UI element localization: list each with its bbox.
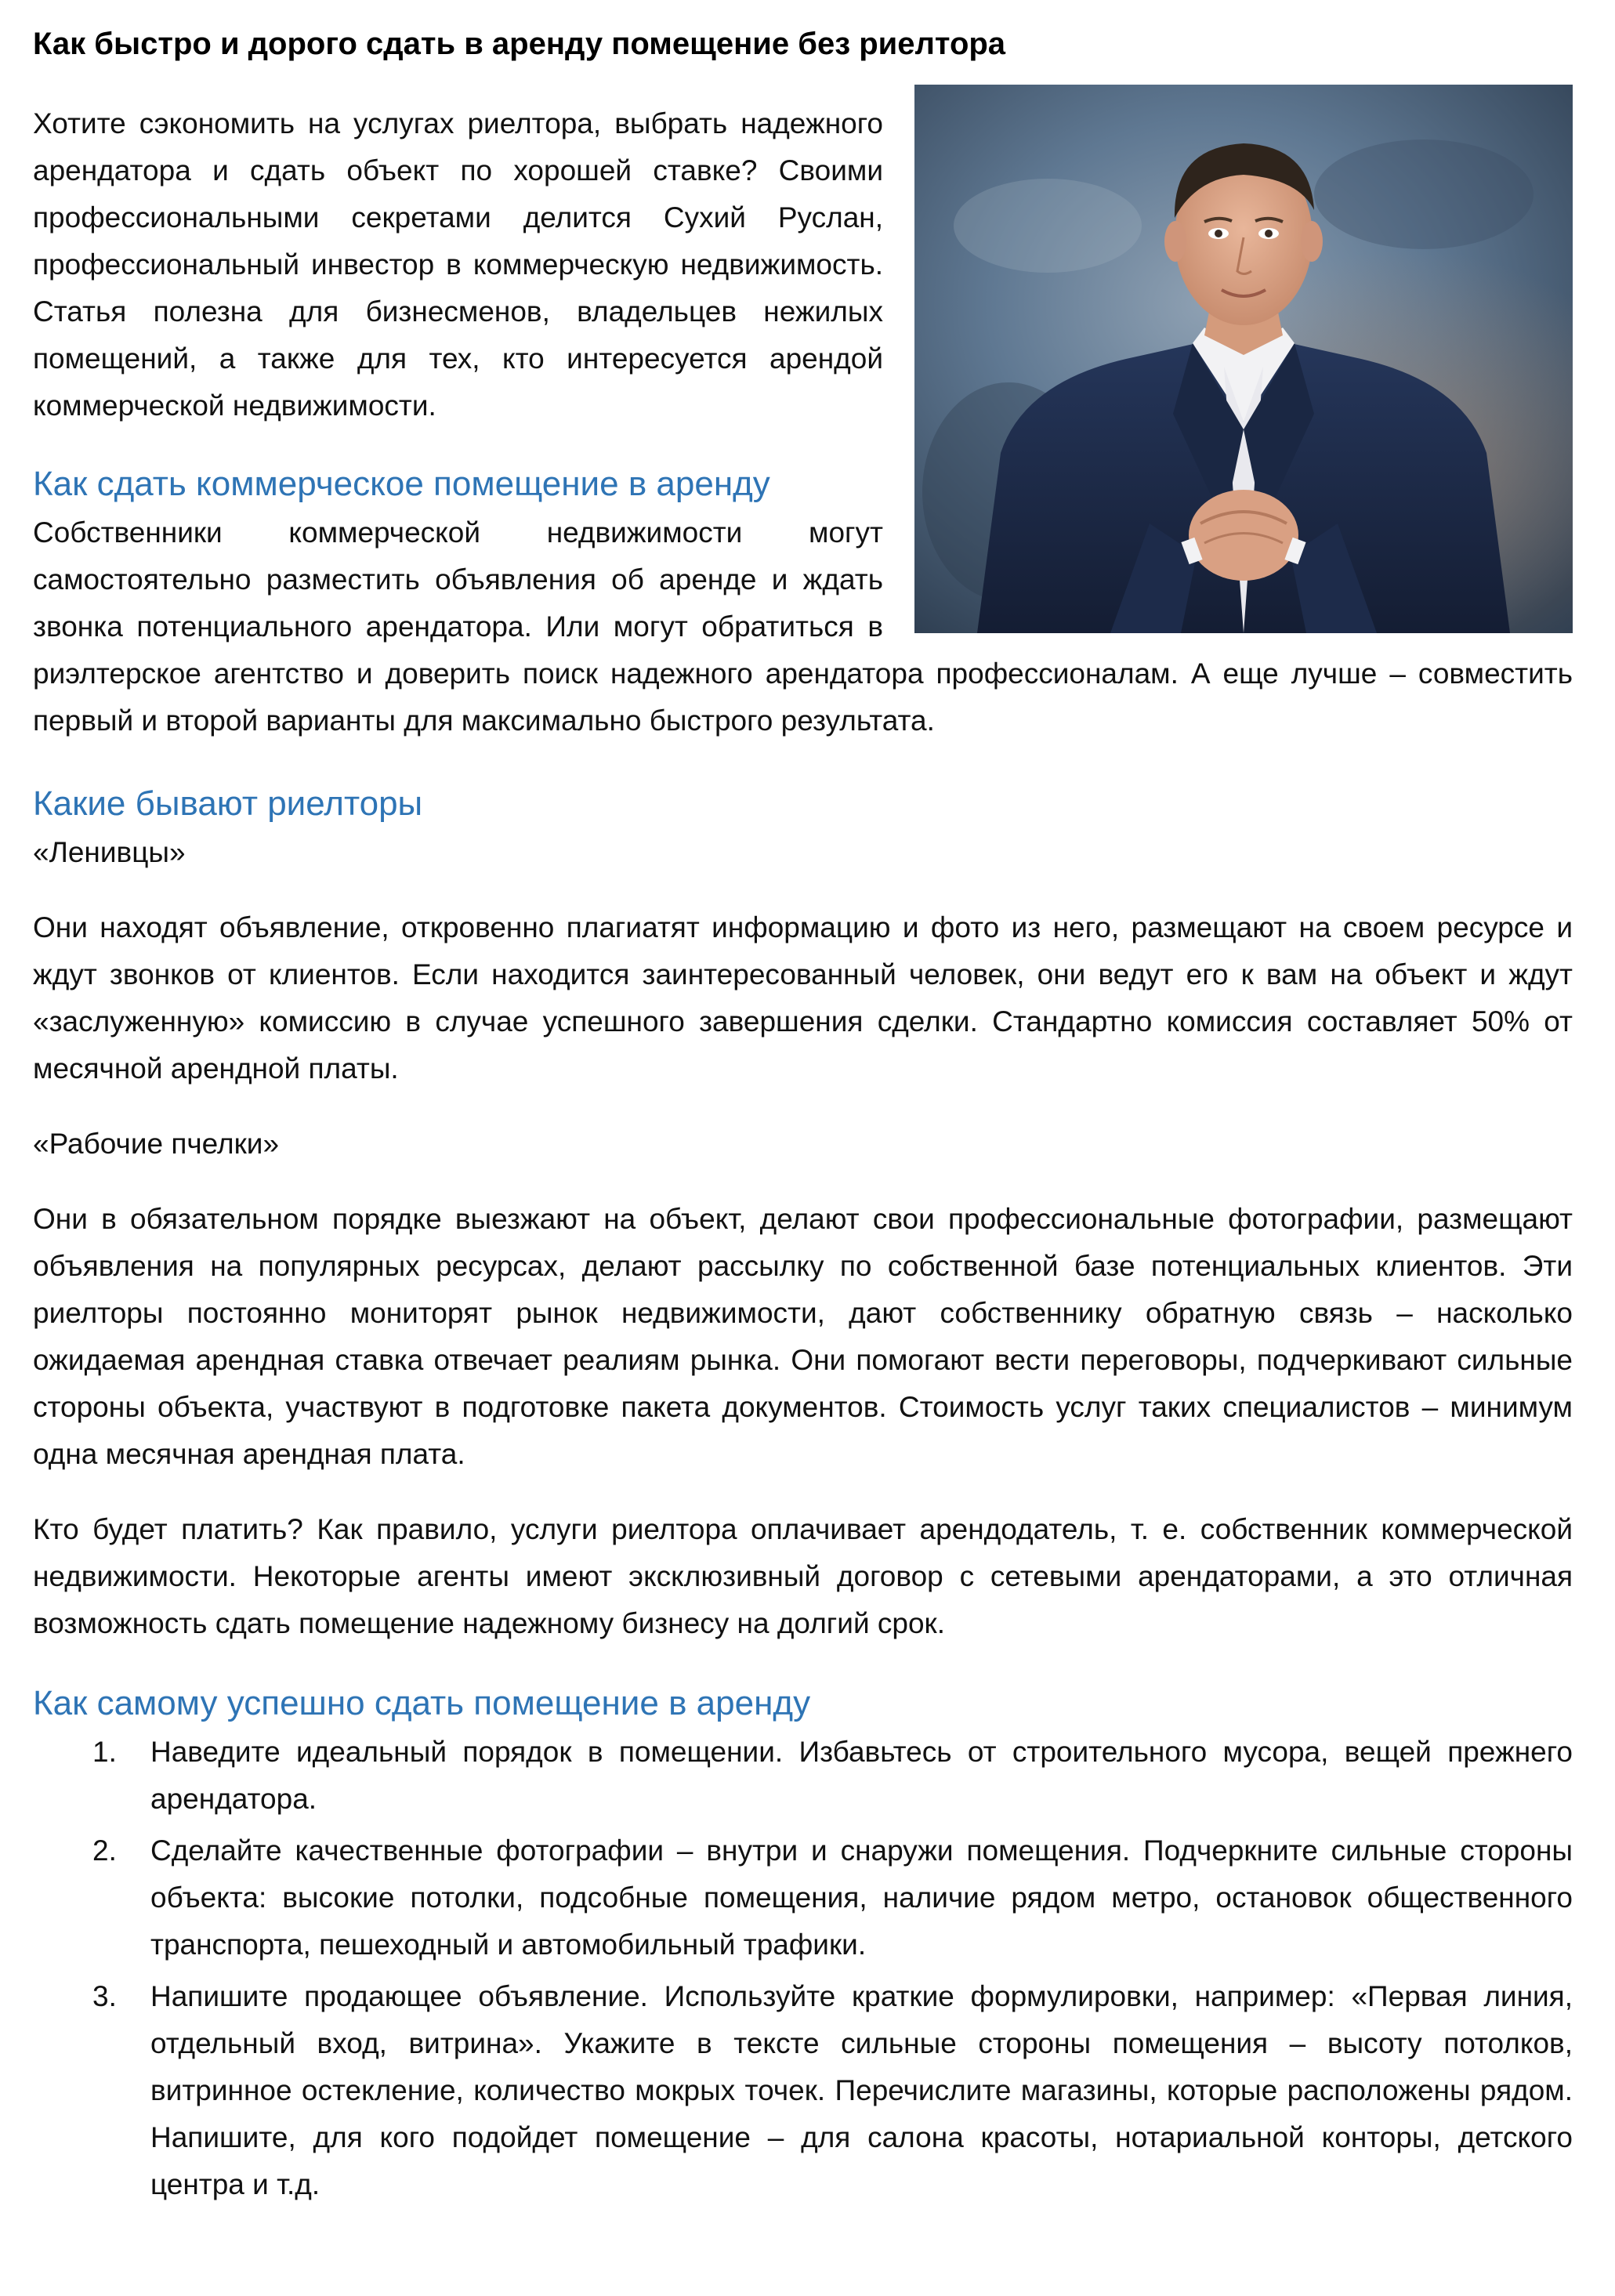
list-item [92, 1973, 1573, 2208]
list-item [92, 1827, 1573, 1968]
list-item [92, 1729, 1573, 1823]
list-item-number: 1. [92, 1736, 117, 1768]
list-item-text: Напишите продающее объявление. Используйте краткие формулировки, например: «Первая линия, отдельный вход, витрина». Укажите в тексте сильные стороны помещения – высоту потолков, витринное остекление, количество мокрых точек. Перечислите магазины, которые расположены рядом. Напишите, для кого подойдет помещение – для салона красоты, нотариальной конторы, детского центра и т.д. [150, 1980, 1573, 2200]
section-heading-self-rent: Как самому успешно сдать помещение в аренду [33, 1684, 811, 1722]
section-heading-realtor-types: Какие бывают риелторы [33, 784, 423, 823]
author-photo [914, 85, 1573, 633]
section1-paragraph: Собственники коммерческой недвижимости могут самостоятельно разместить объявления об аренде и ждать звонка потенциального арендатора. Или могут обратиться в риэлтерское агентство и доверить поиск надежного арендатора профессионалам. А еще лучше – совместить первый и второй варианты для максимально быстрого результата. [33, 516, 1573, 737]
list-item-text: Наведите идеальный порядок в помещении. Избавьтесь от строительного мусора, вещей прежнего арендатора. [150, 1736, 1573, 1815]
section-heading-rent-out: Как сдать коммерческое помещение в аренду [33, 465, 770, 503]
article-title: Как быстро и дорого сдать в аренду помещение без риелтора [33, 27, 1006, 61]
article [33, 16, 1573, 2213]
list-item-number: 3. [92, 1980, 117, 2012]
payment-paragraph: Кто будет платить? Как правило, услуги риелтора оплачивает арендодатель, т. е. собственник коммерческой недвижимости. Некоторые агенты имеют эксклюзивный договор с сетевыми арендаторами, а это отличная возможность сдать помещение надежному бизнесу на долгий срок. [33, 1513, 1573, 1639]
realtor-type-lazy-text: Они находят объявление, откровенно плагиатят информацию и фото из него, размещают на своем ресурсе и ждут звонков от клиентов. Если находится заинтересованный человек, они ведут его к вам на объект и ждут «заслуженную» комиссию в случае успешного завершения сделки. Стандартно комиссия составляет 50% от месячной арендной платы. [33, 911, 1573, 1085]
steps-list [33, 1729, 1573, 2208]
intro-paragraph: Хотите сэкономить на услугах риелтора, выбрать надежного арендатора и сдать объект по хорошей ставке? Своими профессиональными секретами делится Сухий Руслан, профессиональный инвестор в коммерческую недвижимость. Статья полезна для бизнесменов, владельцев нежилых помещений, а также для тех, кто интересуется арендой коммерческой недвижимости. [33, 107, 883, 422]
realtor-type-bees-text: Они в обязательном порядке выезжают на объект, делают свои профессиональные фотографии, размещают объявления на популярных ресурсах, делают рассылку по собственной базе потенциальных клиентов. Эти риелторы постоянно мониторят рынок недвижимости, дают собственнику обратную связь – насколько ожидаемая арендная ставка отвечает реалиям рынка. Они помогают вести переговоры, подчеркивают сильные стороны объекта, участвуют в подготовке пакета документов. Стоимость услуг таких специалистов – минимум одна месячная арендная плата. [33, 1203, 1573, 1470]
list-item-number: 2. [92, 1834, 117, 1867]
realtor-type-bees-name: «Рабочие пчелки» [33, 1128, 280, 1160]
realtor-type-lazy-name: «Ленивцы» [33, 836, 186, 868]
list-item-text: Сделайте качественные фотографии – внутри и снаружи помещения. Подчеркните сильные стороны объекта: высокие потолки, подсобные помещения, наличие рядом метро, остановок общественного транспорта, пешеходный и автомобильный трафики. [150, 1834, 1573, 1961]
